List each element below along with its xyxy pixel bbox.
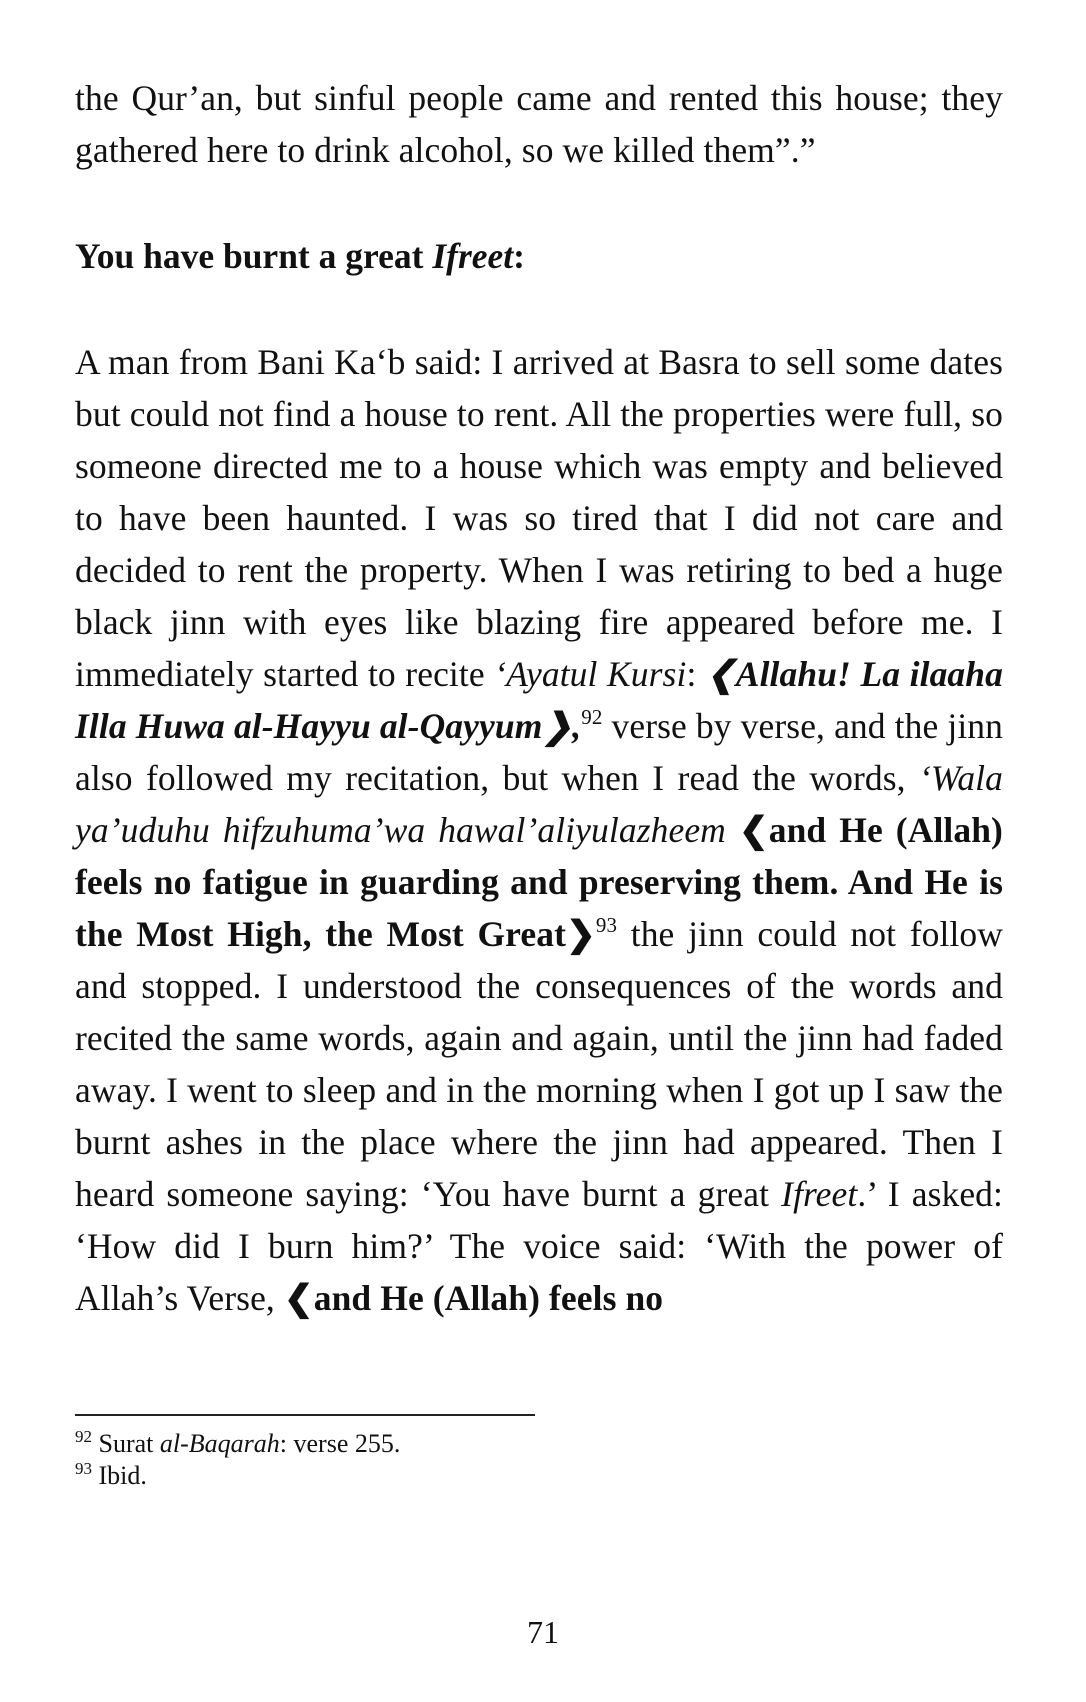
footnote-rest: : verse 255. xyxy=(279,1429,401,1458)
ifreet-term: Ifreet xyxy=(781,1174,858,1214)
main-paragraph-part-11: .’ I asked: ‘How did I burn him?’ The voice said: ‘With the power of Allah’s Verse, xyxy=(75,1174,1004,1318)
main-paragraph xyxy=(75,336,1003,1324)
opening-paragraph-text: the Qur’an, but sinful people came and rented this house; they gathered here to drink alcohol, so we killed them”.” xyxy=(75,78,1003,170)
page-number: 71 xyxy=(527,1614,559,1650)
footnote-ref-92: 92 xyxy=(581,705,603,729)
footnote-text: Ibid. xyxy=(92,1461,147,1490)
footnote-number: 92 xyxy=(75,1427,92,1446)
opening-paragraph xyxy=(75,72,1003,176)
transliteration-quote: ‘Wala ya’uduhu hifzuhuma’wa hawal’aliyulazheem xyxy=(75,758,1003,850)
ayatul-kursi-term: ‘Ayatul Kursi xyxy=(494,654,687,694)
main-paragraph-part-7 xyxy=(726,810,739,850)
section-heading-colon: : xyxy=(513,236,525,276)
section-heading-text: You have burnt a great xyxy=(75,236,433,276)
main-paragraph-part-9: the jinn could not follow and stopped. I understood the consequences of the words and recited the same words, again and again, until the jinn had faded away. I went to sleep and in the morning when I got up I saw the burnt ashes in the place where the jinn had appeared. Then I heard someone saying: ‘You have burnt a great xyxy=(75,914,1003,1214)
footnote-93 xyxy=(75,1460,535,1492)
section-heading-italic: Ifreet xyxy=(432,236,514,276)
footnote-number: 93 xyxy=(75,1459,92,1478)
footnote-divider xyxy=(75,1414,535,1416)
footnote-text: Surat xyxy=(92,1429,160,1458)
main-paragraph-part-1: A man from Bani Ka‘b said: I arrived at Basra to sell some dates but could not find a house to rent. All the properties were full, so someone directed me to a house which was empty and believed to have been haunted. I was so tired that I did not care and decided to rent the property. When I was retiring to bed a huge black jinn with eyes like blazing fire appeared before me. I immediately started to recite xyxy=(75,342,1003,694)
quran-verse-quote-2: ❮and He (Allah) feels no fatigue in guarding and preserving them. And He is the Most High, the Most Great❯ xyxy=(75,810,1003,954)
footnote-ref-93: 93 xyxy=(595,913,618,937)
footnotes xyxy=(75,1414,535,1492)
section-heading xyxy=(75,230,1003,282)
page-body xyxy=(75,72,1003,1324)
main-paragraph-part-3: : xyxy=(686,654,706,694)
quran-verse-quote-1: ❮Allahu! La ilaaha Illa Huwa al-Hayyu al-Qayyum❯, xyxy=(75,654,1003,746)
footnote-italic: al-Baqarah xyxy=(159,1429,280,1458)
footnote-92 xyxy=(75,1428,535,1460)
quran-verse-quote-3: ❮and He (Allah) feels no xyxy=(283,1278,664,1318)
main-paragraph-part-5: verse by verse, and the jinn also followed my recitation, but when I read the words, xyxy=(75,706,1003,798)
